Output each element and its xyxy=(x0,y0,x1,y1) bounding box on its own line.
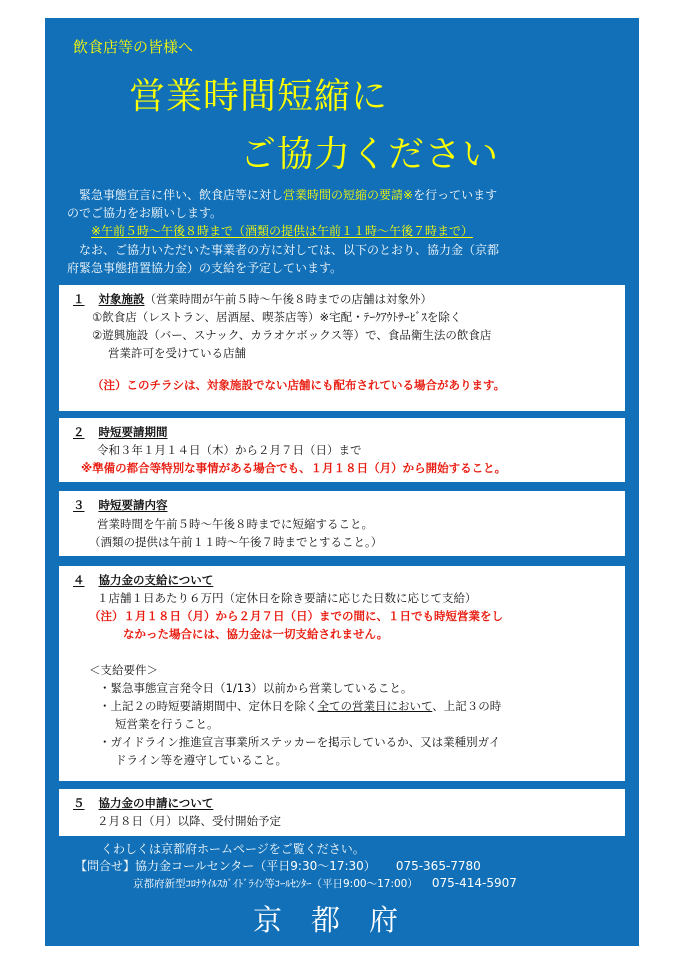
footer-contact-2 xyxy=(133,876,517,891)
section-1-title-suffix: （営業時間が午前５時～午後８時までの店舗は対象外） xyxy=(144,292,432,306)
section-2-title: 時短要請期間 xyxy=(98,425,168,439)
section-3-heading xyxy=(73,497,168,513)
section-3-box xyxy=(59,491,625,556)
footer-contact-1 xyxy=(75,857,481,874)
contact-2-phone: 075-414-5907 xyxy=(431,876,517,890)
section-2-box xyxy=(59,418,625,482)
section-4-requirement-2-cont: 短営業を行うこと。 xyxy=(115,717,219,731)
section-1-title: 対象施設 xyxy=(98,292,145,306)
section-1-item-entertainment-cont: 営業許可を受けている店舗 xyxy=(108,346,246,360)
contact-2-label: 京都府新型ｺﾛﾅｳｲﾙｽｶﾞｲﾄﾞﾗｲﾝ等ｺｰﾙｾﾝﾀｰ（平日9:00～17:00） xyxy=(133,878,418,890)
contact-1-phone: 075-365-7780 xyxy=(395,859,481,873)
section-4-requirements-title: ＜支給要件＞ xyxy=(89,663,158,677)
section-3-title: 時短要請内容 xyxy=(98,498,168,512)
intro-line1-text: 緊急事態宣言に伴い、飲食店等に対し xyxy=(79,188,284,202)
section-4-requirement-3-cont: ドライン等を遵守していること。 xyxy=(115,753,288,767)
section-3-line1: 営業時間を午前５時～午後８時までに短縮すること。 xyxy=(97,517,373,531)
section-4-note-1: （注）１月１８日（月）から２月７日（日）までの間に、１日でも時短営業をし xyxy=(89,609,503,623)
section-4-amount: １店舗１日あたり６万円（定休日を除き要請に応じた日数に応じて支給） xyxy=(97,591,477,605)
section-4-requirement-3: ・ガイドライン推進宣言事業所ステッカーを掲示しているか、又は業種別ガイ xyxy=(99,735,501,749)
section-1-item-entertainment: ②遊興施設（バー、スナック、カラオケボックス等）で、食品衛生法の飲食店 xyxy=(92,328,492,342)
section-3-number: ３ xyxy=(73,498,85,512)
section-2-number: ２ xyxy=(73,425,85,439)
contact-1-label: 【問合せ】協力金コールセンター（平日9:30～17:30） xyxy=(75,859,376,873)
footer-info: くわしくは京都府ホームページをご覧ください。 xyxy=(101,842,365,856)
intro-line3: なお、ご協力いただいた事業者の方に対しては、以下のとおり、協力金（京都 xyxy=(79,243,500,257)
section-4-heading xyxy=(73,572,213,588)
section-5-heading xyxy=(73,795,213,811)
section-4-requirement-1: ・緊急事態宣言発令日（1/13）以前から営業していること。 xyxy=(99,681,413,695)
intro-line2: のでご協力をお願いします。 xyxy=(67,206,223,220)
organization-name: 京 都 府 xyxy=(253,903,399,937)
requirement-2-text-end: 、上記３の時 xyxy=(432,699,502,713)
subtitle: 飲食店等の皆様へ xyxy=(73,38,194,56)
section-4-requirement-2 xyxy=(99,698,501,714)
intro-line1-end: を行っています xyxy=(413,188,498,202)
section-4-note-2: なかった場合には、協力金は一切支給されません。 xyxy=(123,627,389,641)
section-5-number: ５ xyxy=(73,796,85,810)
title-line1: 営業時間短縮に xyxy=(129,76,389,117)
section-1-item-restaurant: ①飲食店（レストラン、居酒屋、喫茶店等）※宅配・ﾃｰｸｱｳﾄｻｰﾋﾞｽを除く xyxy=(92,310,462,324)
section-4-number: ４ xyxy=(73,573,85,587)
section-5-box xyxy=(59,789,625,836)
intro-request-highlight: 営業時間の短縮の要請※ xyxy=(283,188,414,202)
section-1-box xyxy=(59,285,625,411)
section-1-heading xyxy=(73,291,432,307)
section-5-title: 協力金の申請について xyxy=(98,796,214,810)
requirement-2-text: ・上記２の時短要請期間中、定休日を除く xyxy=(99,699,318,713)
requirement-2-emphasis: 全ての営業日において xyxy=(317,699,433,713)
intro-hours-note: ※午前５時～午後８時まで（酒類の提供は午前１１時～午後７時まで） xyxy=(91,224,474,238)
section-2-note: ※準備の都合等特別な事情がある場合でも、１月１８日（月）から開始すること。 xyxy=(81,461,507,475)
intro-line4: 府緊急事態措置協力金）の支給を予定しています。 xyxy=(67,261,343,275)
section-2-period: 令和３年１月１４日（木）から２月７日（日）まで xyxy=(97,443,362,457)
section-4-box xyxy=(59,566,625,781)
flyer xyxy=(45,18,639,946)
section-3-line2: （酒類の提供は午前１１時～午後７時までとすること。） xyxy=(89,535,383,549)
intro-line1 xyxy=(79,186,497,203)
section-4-title: 協力金の支給について xyxy=(98,573,214,587)
section-1-note: （注）このチラシは、対象施設でない店舗にも配布されている場合があります。 xyxy=(92,378,506,392)
title-line2: ご協力ください xyxy=(240,134,500,175)
section-1-number: １ xyxy=(73,292,85,306)
section-2-heading xyxy=(73,424,168,440)
section-5-line1: ２月８日（月）以降、受付開始予定 xyxy=(97,814,281,828)
